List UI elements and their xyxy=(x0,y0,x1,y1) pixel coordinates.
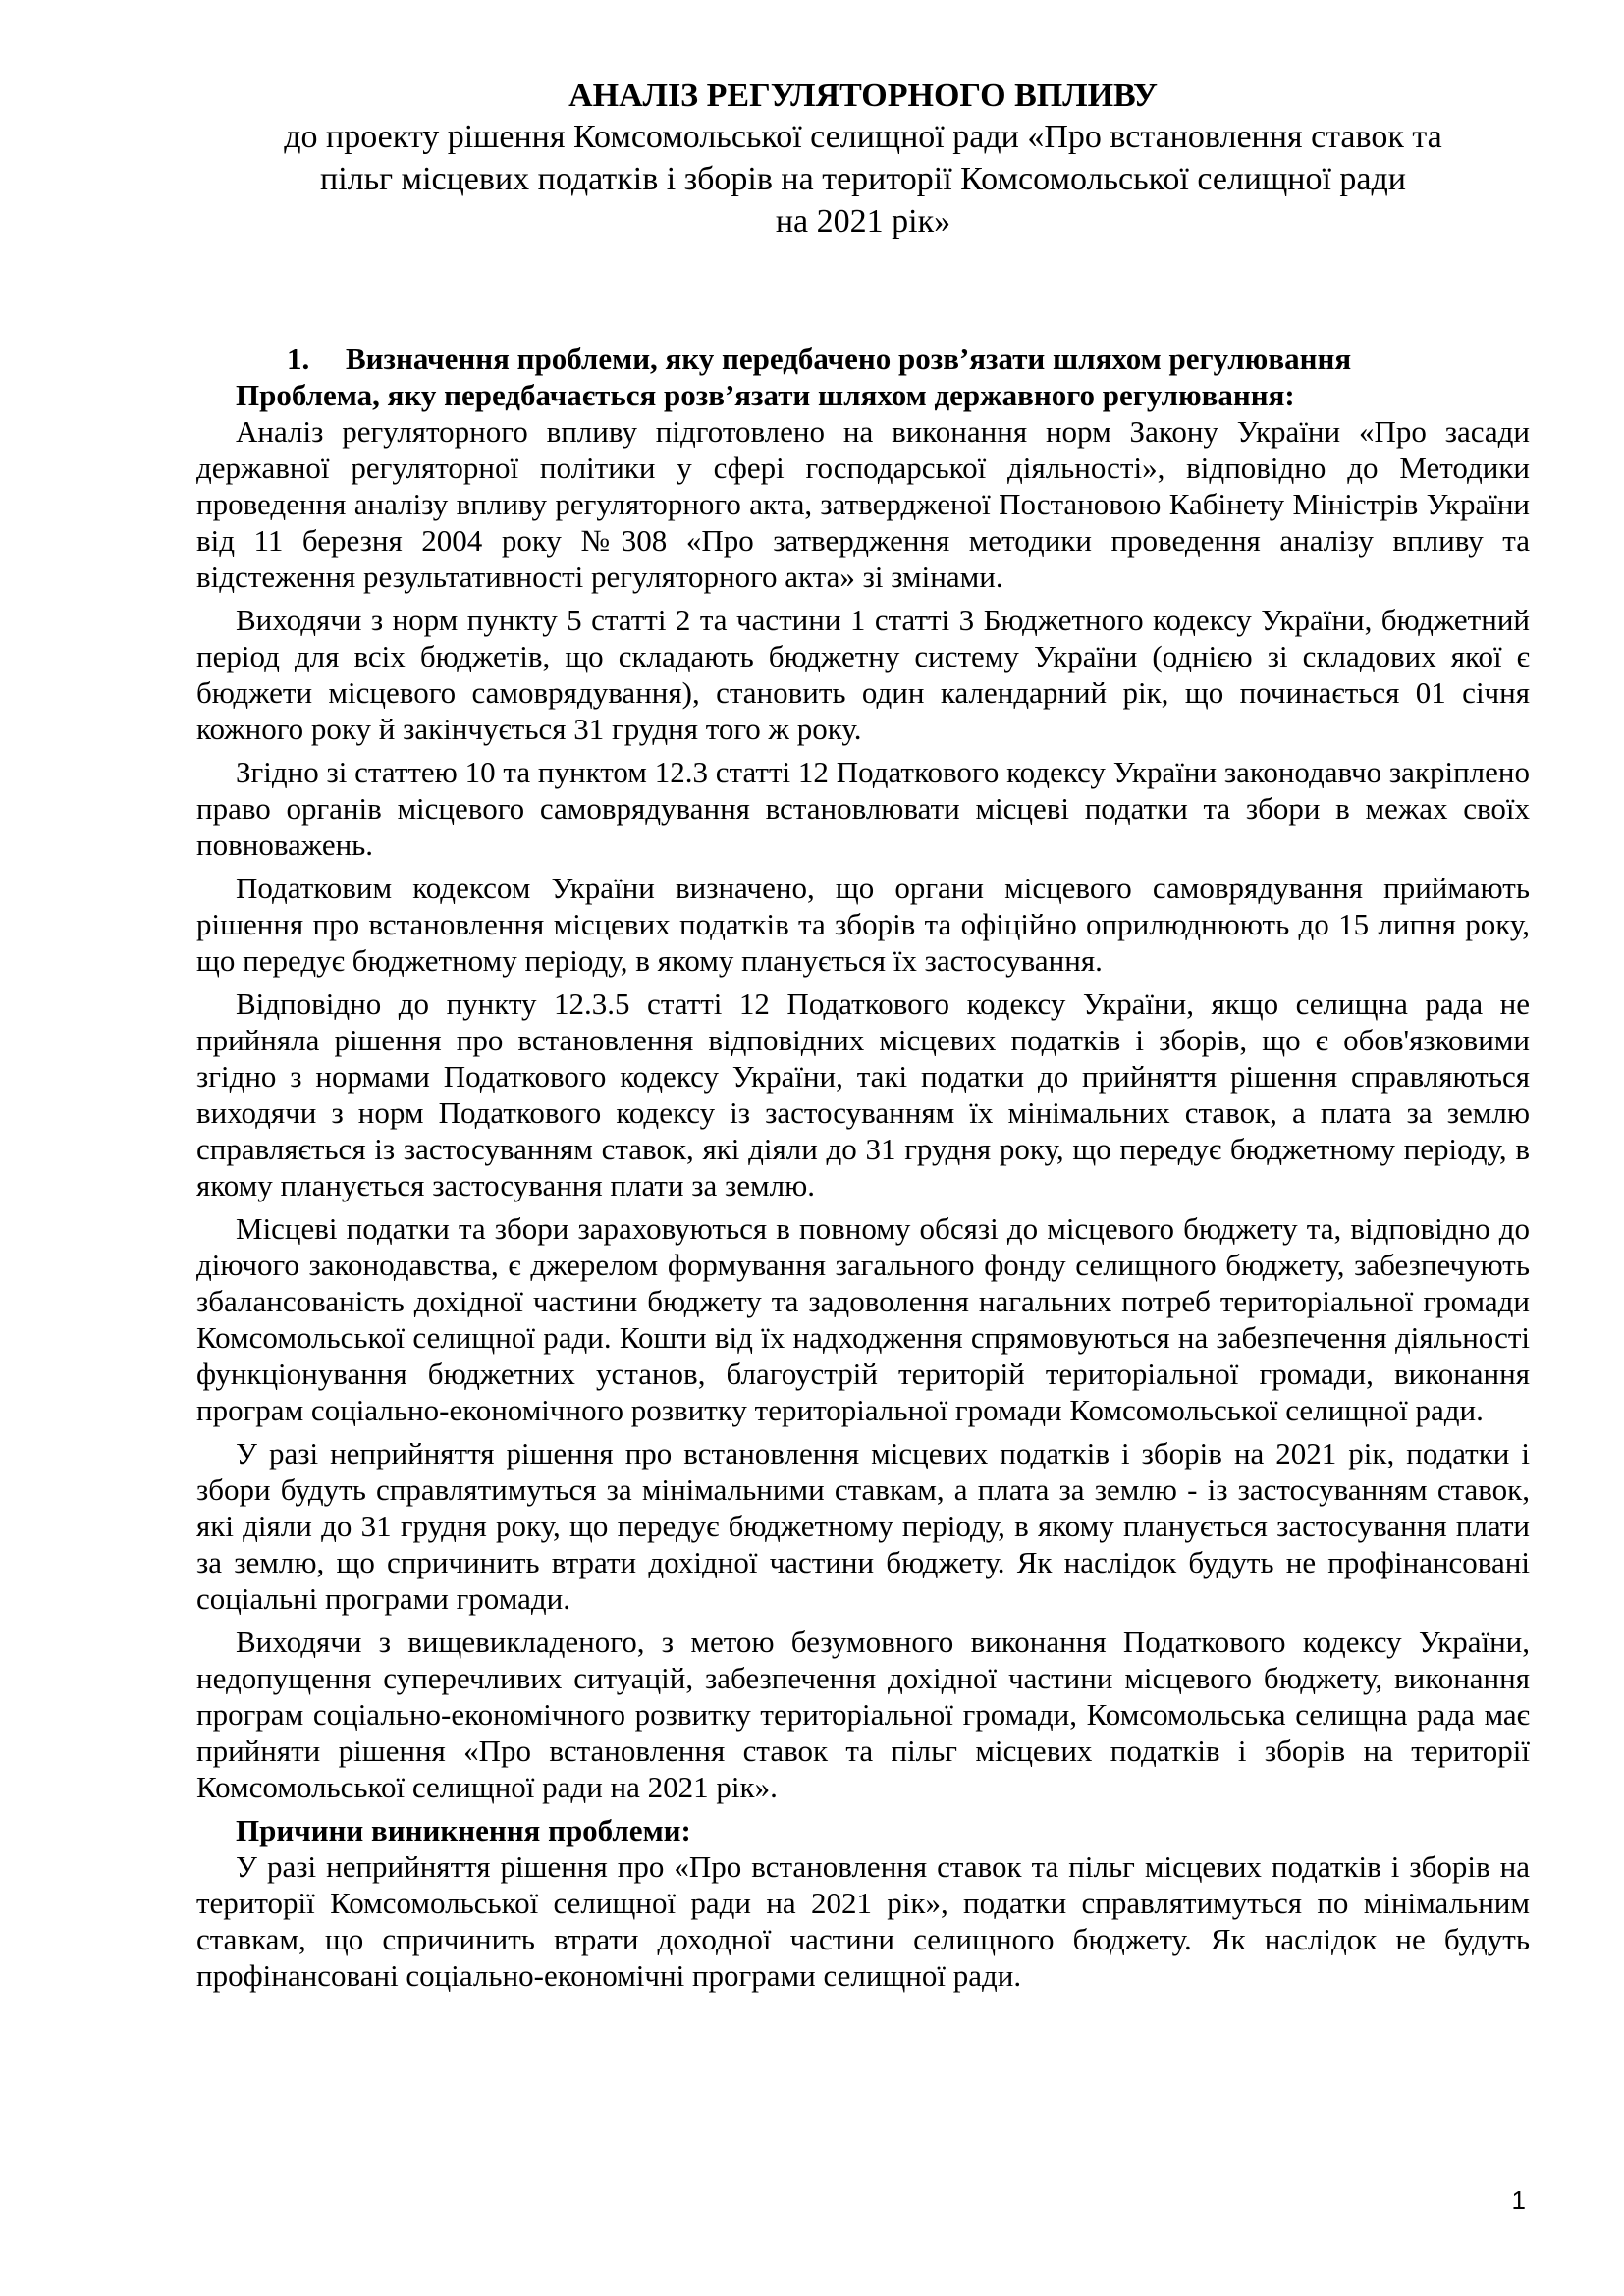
section-1-title: Визначення проблеми, яку передбачено розв’язати шляхом регулювання xyxy=(346,342,1352,376)
paragraph: Відповідно до пункту 12.3.5 статті 12 Податкового кодексу України, якщо селищна рада не прийняла рішення про встановлення відповідних місцевих податків і зборів, що є обов'язковими згідно з нормами Податкового кодексу України, такі податки до прийняття рішення справляються виходячи з норм Податкового кодексу із застосуванням їх мінімальних ставок, а плата за землю справляється із застосуванням ставок, які діяли до 31 грудня року, що передує бюджетному періоду, в якому планується застосування плати за землю. xyxy=(196,987,1530,1202)
causes-paragraph: У разі неприйняття рішення про «Про встановлення ставок та пільг місцевих податків і зборів на території Комсомольської селищної ради на 2021 рік», податки справлятимуться по мінімальним ставкам, що спричинить втрати доходної частини селищного бюджету. Як наслідок не будуть профінансовані соціально-економічні програми селищної ради. xyxy=(196,1849,1530,1993)
document-subtitle-line-2: пільг місцевих податків і зборів на території Комсомольської селищної ради xyxy=(320,161,1406,197)
page-number: 1 xyxy=(1511,2185,1526,2215)
paragraph: Виходячи з вищевикладеного, з метою безумовного виконання Податкового кодексу України, недопущення суперечливих ситуацій, забезпечення дохідної частини місцевого бюджету, виконання програм соціально-економічного розвитку територіальної громади, Комсомольська селищна рада має прийняти рішення «Про встановлення ставок та пільг місцевих податків і зборів на території Комсомольської селищної ради на 2021 рік». xyxy=(196,1625,1530,1804)
section-1-heading xyxy=(196,341,1530,377)
document-subtitle-line-1: до проекту рішення Комсомольської селищної ради «Про встановлення ставок та xyxy=(284,119,1442,155)
document-page xyxy=(196,77,1530,2001)
causes-heading: Причини виникнення проблеми: xyxy=(236,1813,691,1847)
document-title: АНАЛІЗ РЕГУЛЯТОРНОГО ВПЛИВУ xyxy=(568,78,1158,114)
document-subtitle-line-3: на 2021 рік» xyxy=(775,203,951,240)
problem-heading: Проблема, яку передбачається розв’язати шляхом державного регулювання: xyxy=(236,378,1295,412)
paragraph: Податковим кодексом України визначено, що органи місцевого самоврядування приймають рішення про встановлення місцевих податків та зборів та офіційно оприлюднюють до 15 липня року, що передує бюджетному періоду, в якому планується їх застосування. xyxy=(196,871,1530,978)
paragraph: У разі неприйняття рішення про встановлення місцевих податків і зборів на 2021 рік, податки і збори будуть справлятимуться за мінімальними ставкам, а плата за землю - із застосуванням ставок, які діяли до 31 грудня року, що передує бюджетному періоду, в якому планується застосування плати за землю, що спричинить втрати дохідної частини бюджету. Як наслідок будуть не профінансовані соціальні програми громади. xyxy=(196,1436,1530,1616)
paragraph: Виходячи з норм пункту 5 статті 2 та частини 1 статті 3 Бюджетного кодексу України, бюджетний період для всіх бюджетів, що складають бюджетну систему України (однією зі складових якої є бюджети місцевого самоврядування), становить один календарний рік, що починається 01 січня кожного року й закінчується 31 грудня того ж року. xyxy=(196,603,1530,746)
paragraph: Аналіз регуляторного впливу підготовлено на виконання норм Закону України «Про засади державної регуляторної політики у сфері господарської діяльності», відповідно до Методики проведення аналізу впливу регуляторного акта, затвердженої Постановою Кабінету Міністрів України від 11 березня 2004 року №308 «Про затвердження методики проведення аналізу впливу та відстеження результативності регуляторного акта» зі змінами. xyxy=(196,414,1530,594)
paragraph: Згідно зі статтею 10 та пунктом 12.3 статті 12 Податкового кодексу України законодавчо закріплено право органів місцевого самоврядування встановлювати місцеві податки та збори в межах своїх повноважень. xyxy=(196,755,1530,862)
section-1-number: 1. xyxy=(287,342,310,376)
paragraph: Місцеві податки та збори зараховуються в повному обсязі до місцевого бюджету та, відповідно до діючого законодавства, є джерелом формування загального фонду селищного бюджету, забезпечують збалансованість дохідної частини бюджету та задоволення нагальних потреб територіальної громади Комсомольської селищної ради. Кошти від їх надходження спрямовуються на забезпечення діяльності функціонування бюджетних установ, благоустрій територій територіальної громади, виконання програм соціально-економічного розвитку територіальної громади Комсомольської селищної ради. xyxy=(196,1211,1530,1427)
